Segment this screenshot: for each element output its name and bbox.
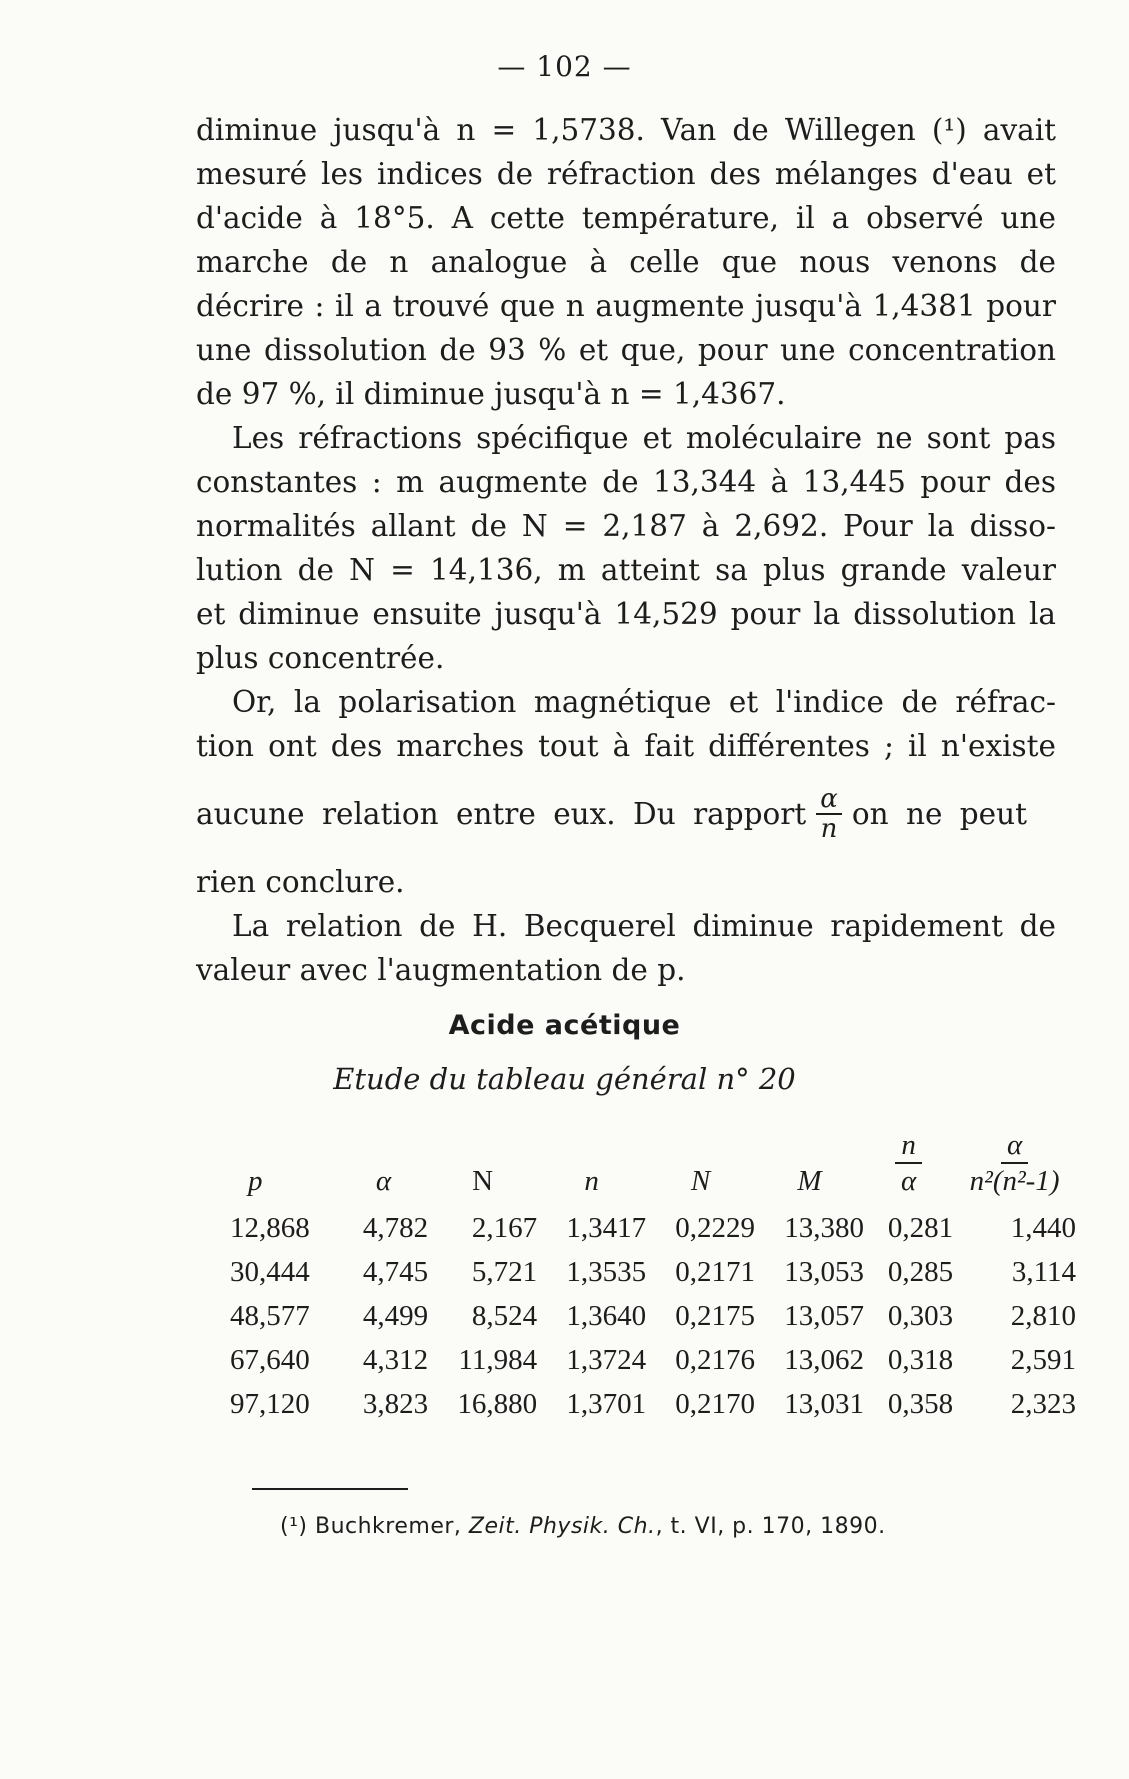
table-cell: 12,868 — [230, 1211, 310, 1244]
table-cell: 0,281 — [887, 1211, 954, 1244]
table-header-row — [230, 1114, 1076, 1206]
table-cell: 67,640 — [230, 1343, 310, 1376]
table-cell: 3,114 — [1011, 1255, 1076, 1288]
header-n: n — [584, 1165, 599, 1197]
paragraph-2 — [196, 416, 1056, 680]
table-cell: 13,380 — [784, 1211, 864, 1244]
table-cell: 8,524 — [471, 1299, 538, 1332]
table-cell: 1,3417 — [566, 1211, 647, 1244]
table-row — [230, 1294, 1076, 1338]
body-text — [196, 108, 1056, 992]
table-cell: 4,312 — [362, 1343, 429, 1376]
section-heading: Acide acétique — [448, 1010, 681, 1041]
table-row — [230, 1382, 1076, 1426]
table-cell: 13,057 — [784, 1299, 864, 1332]
table-cell: 11,984 — [458, 1343, 538, 1376]
fraction-denominator: α — [900, 1165, 917, 1197]
section-subheading: Etude du tableau général n° 20 — [333, 1062, 796, 1096]
footnote-mark: (¹) Buchkremer, — [280, 1514, 469, 1539]
header-p: p — [248, 1165, 263, 1197]
text-line: décrire : il a trouvé que n augmente jusqu'à 1,4381 pour — [196, 289, 1056, 323]
data-table — [230, 1114, 1076, 1426]
table-cell: 1,3640 — [566, 1299, 647, 1332]
header-N: N — [472, 1165, 494, 1197]
table-cell: 0,303 — [887, 1299, 954, 1332]
table-cell: 0,318 — [887, 1343, 954, 1376]
fraction-numerator: α — [816, 785, 842, 815]
table-cell: 13,053 — [784, 1255, 864, 1288]
text-segment: on ne peut — [851, 797, 1027, 831]
table-cell: 5,721 — [471, 1255, 538, 1288]
paragraph-1 — [196, 108, 1056, 416]
text-line: normalités allant de N = 2,187 à 2,692. Pour la disso- — [196, 509, 1056, 543]
fraction-denominator: n²(n²-1) — [969, 1165, 1060, 1197]
header-alpha-over-n2 — [953, 1114, 1076, 1206]
table-row — [230, 1250, 1076, 1294]
table-cell: 1,3535 — [566, 1255, 647, 1288]
table-cell: 48,577 — [230, 1299, 310, 1332]
table-cell: 4,499 — [362, 1299, 429, 1332]
text-line: tion ont des marches tout à fait différentes ; il n'existe — [196, 729, 1056, 763]
table-cell: 4,745 — [362, 1255, 429, 1288]
text-line: et diminue ensuite jusqu'à 14,529 pour la dissolution la — [196, 597, 1056, 631]
footnote-journal: Zeit. Physik. Ch. — [468, 1514, 656, 1539]
table-cell: 1,440 — [1010, 1211, 1076, 1244]
text-line: La relation de H. Becquerel diminue rapidement de — [232, 909, 1056, 943]
table-cell: 0,2170 — [675, 1387, 756, 1420]
table-cell: 1,3724 — [566, 1343, 647, 1376]
fraction-numerator: α — [1001, 1128, 1028, 1164]
fraction-numerator: n — [895, 1128, 922, 1164]
footnote — [280, 1514, 886, 1539]
text-line: plus concentrée. — [196, 641, 445, 675]
table-cell: 2,810 — [1010, 1299, 1076, 1332]
paragraph-3 — [196, 680, 1056, 904]
table-cell: 1,3701 — [566, 1387, 647, 1420]
table-cell: 0,2175 — [675, 1299, 756, 1332]
alpha-over-n-fraction — [816, 785, 842, 843]
footnote-divider — [252, 1488, 408, 1490]
table-cell: 2,591 — [1010, 1343, 1076, 1376]
header-M: M — [797, 1165, 822, 1197]
text-line: de 97 %, il diminue jusqu'à n = 1,4367. — [196, 377, 786, 411]
table-cell: 0,2171 — [675, 1255, 756, 1288]
text-line: diminue jusqu'à n = 1,5738. Van de Willegen (¹) avait — [196, 113, 1056, 147]
text-segment: aucune relation entre eux. Du rapport — [196, 797, 807, 831]
text-line: mesuré les indices de réfraction des mélanges d'eau et — [196, 157, 1056, 191]
table-cell: 16,880 — [457, 1387, 538, 1420]
table-cell: 3,823 — [362, 1387, 429, 1420]
text-line: une dissolution de 93 % et que, pour une concentration — [196, 333, 1056, 367]
paragraph-4 — [196, 904, 1056, 992]
table-cell: 0,2229 — [675, 1211, 756, 1244]
text-line: marche de n analogue à celle que nous venons de — [196, 245, 1056, 279]
footnote-rest: , t. VI, p. 170, 1890. — [655, 1514, 886, 1539]
header-N-italic: N — [690, 1165, 711, 1197]
fraction-denominator: n — [820, 814, 838, 844]
table-cell: 4,782 — [362, 1211, 429, 1244]
table-cell: 13,031 — [784, 1387, 864, 1420]
header-alpha: α — [375, 1165, 392, 1197]
table-cell: 97,120 — [230, 1387, 310, 1420]
text-line: Les réfractions spécifique et moléculaire ne sont pas — [232, 421, 1056, 455]
table-cell: 30,444 — [230, 1255, 310, 1288]
fraction-line — [196, 768, 1056, 860]
table-cell: 13,062 — [784, 1343, 864, 1376]
page-number: — 102 — — [497, 50, 632, 83]
table-cell: 0,358 — [887, 1387, 954, 1420]
table-cell: 2,323 — [1010, 1387, 1076, 1420]
header-n-over-alpha — [864, 1114, 953, 1206]
text-line: valeur avec l'augmentation de p. — [196, 953, 686, 987]
table-cell: 0,2176 — [675, 1343, 756, 1376]
table-cell: 2,167 — [471, 1211, 538, 1244]
table-row — [230, 1206, 1076, 1250]
text-line: constantes : m augmente de 13,344 à 13,445 pour des — [196, 465, 1056, 499]
table-row — [230, 1338, 1076, 1382]
table-cell: 0,285 — [887, 1255, 954, 1288]
text-line: d'acide à 18°5. A cette température, il a observé une — [196, 201, 1056, 235]
text-line: Or, la polarisation magnétique et l'indice de réfrac- — [232, 685, 1056, 719]
text-line: lution de N = 14,136, m atteint sa plus grande valeur — [196, 553, 1056, 587]
text-line: rien conclure. — [196, 865, 405, 899]
